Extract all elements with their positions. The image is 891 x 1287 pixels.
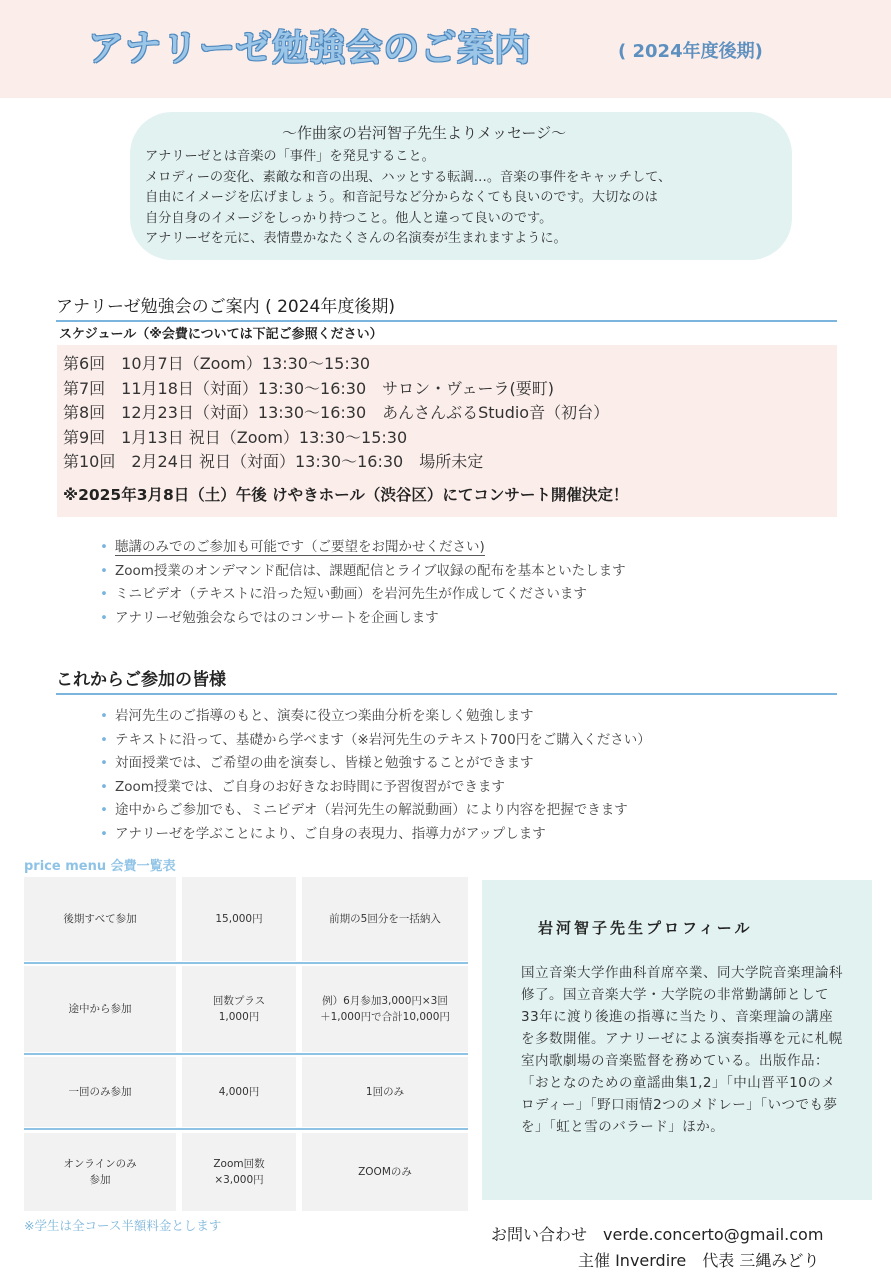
list-item-text: Zoom授業では、ご自身のお好きなお時間に予習復習ができます: [114, 778, 505, 795]
list-item-text: 対面授業では、ご希望の曲を演奏し、皆様と勉強することができます: [114, 755, 534, 771]
table-row: [24, 877, 468, 961]
schedule-row: 第7回 11月18日（対面）13:30〜16:30 サロン・ヴェーラ(要町): [63, 378, 554, 398]
list-item-text: 聴講のみでのご参加も可能です（ご要望をお聞かせください): [114, 539, 485, 555]
note-cell: 例）6月参加3,000円×3回 ＋1,000円で合計10,000円: [302, 966, 468, 1052]
list-item: [100, 823, 651, 847]
note-cell: ZOOMのみ: [302, 1133, 468, 1211]
course-cell: 後期すべて参加: [24, 877, 176, 961]
fee-cell: 4,000円: [182, 1057, 296, 1127]
list-item: [100, 705, 651, 729]
list-item-text: 途中からご参加でも、ミニビデオ（岩河先生の解説動画）により内容を把握できます: [114, 802, 628, 818]
list-item-text: テキストに沿って、基礎から学べます（※岩河先生のテキスト700円をご購入ください）: [114, 731, 651, 748]
list-item-text: アナリーゼ勉強会ならではのコンサートを企画します: [114, 609, 439, 626]
table-row: [24, 1133, 468, 1211]
message-line: 自分自身のイメージをしっかり持つこと。他人と違って良いのです。: [145, 210, 553, 226]
schedule-heading: アナリーゼ勉強会のご案内 ( 2024年度後期): [56, 297, 395, 317]
note-cell: 前期の5回分を一括納入: [302, 877, 468, 961]
concert-announcement: ※2025年3月8日（土）午後 けやきホール（渋谷区）にてコンサート開催決定！: [63, 486, 629, 504]
contact-info: お問い合わせ verde.concerto@gmail.com: [491, 1225, 824, 1244]
fee-cell: Zoom回数 ×3,000円: [182, 1133, 296, 1211]
list-item: [100, 776, 651, 800]
message-line: アナリーゼとは音楽の「事件」を発見すること。: [145, 149, 435, 164]
list-item: [100, 607, 626, 631]
schedule-row: 第8回 12月23日（対面）13:30〜16:30 あんさんぶるStudio音（初台）: [63, 403, 610, 422]
newcomers-heading: これからご参加の皆様: [56, 670, 226, 690]
schedule-label: スケジュール（※会費については下記ご参照ください）: [59, 327, 383, 342]
fee-cell: 回数プラス 1,000円: [182, 966, 296, 1052]
list-item-text: アナリーゼを学ぶことにより、ご自身の表現力、指導力がアップします: [114, 825, 546, 842]
schedule-row: 第10回 2月24日 祝日（対面）13:30〜16:30 場所未定: [63, 452, 484, 471]
features-list: [100, 536, 626, 630]
list-item-text: 岩河先生のご指導のもと、演奏に役立つ楽曲分析を楽しく勉強します: [114, 708, 534, 724]
section-divider: [56, 693, 837, 695]
row-divider: [24, 1128, 468, 1130]
message-line: アナリーゼを元に、表情豊かなたくさんの名演奏が生まれますように。: [145, 231, 567, 246]
table-row: [24, 1057, 468, 1127]
student-discount-note: ※学生は全コース半額料金とします: [24, 1218, 222, 1233]
profile-title: 岩河智子先生プロフィール: [538, 919, 753, 937]
page-title: アナリーゼ勉強会のご案内: [88, 28, 532, 69]
newcomers-list: [100, 705, 651, 846]
profile-text: 国立音楽大学作曲科首席卒業、同大学院音楽理論科修了。国立音楽大学・大学院の非常勤講師として33年に渡り後進の指導に当たり、音楽理論の講座を多数開催。アナリーゼによる演奏指導を元に札幌室内歌劇場の音楽監督を務めている。出版作品：「おとなのための童謡曲集1,2」「中山晋平10のメロディー」「野口雨情2つのメドレー」「いつでも夢を」「虹と雪のバラード」ほか。: [521, 965, 843, 1135]
list-item: [100, 583, 626, 607]
list-item: [100, 752, 651, 776]
message-line: メロディーの変化、素敵な和音の出現、ハッとする転調…。音楽の事件をキャッチして、: [145, 169, 672, 185]
message-title: 〜作曲家の岩河智子先生よりメッセージ〜: [282, 124, 567, 142]
row-divider: [24, 962, 468, 964]
fee-cell: 15,000円: [182, 877, 296, 961]
course-cell: 一回のみ参加: [24, 1057, 176, 1127]
list-item-text: ミニビデオ（テキストに沿った短い動画）を岩河先生が作成してくださいます: [114, 586, 587, 602]
list-item: [100, 799, 651, 823]
list-item: [100, 536, 626, 560]
page-subtitle: ( 2024年度後期): [618, 41, 763, 62]
schedule-row: 第9回 1月13日 祝日（Zoom）13:30〜15:30: [63, 427, 408, 447]
organizer-info: 主催 Inverdire 代表 三縄みどり: [578, 1251, 820, 1270]
course-cell: 途中から参加: [24, 966, 176, 1052]
schedule-list: [63, 352, 609, 475]
list-item: [100, 729, 651, 753]
list-item: [100, 560, 626, 584]
note-cell: 1回のみ: [302, 1057, 468, 1127]
section-divider: [56, 320, 837, 322]
message-line: 自由にイメージを広げましょう。和音記号など分からなくても良いのです。大切なのは: [145, 190, 658, 205]
row-divider: [24, 1053, 468, 1055]
schedule-row: 第6回 10月7日（Zoom）13:30〜15:30: [63, 354, 371, 373]
course-cell: オンラインのみ 参加: [24, 1133, 176, 1211]
list-item-text: Zoom授業のオンデマンド配信は、課題配信とライブ収録の配布を基本といたします: [114, 562, 626, 579]
message-body: [145, 147, 671, 250]
price-menu-title: price menu 会費一覧表: [24, 859, 176, 874]
table-row: [24, 966, 468, 1052]
